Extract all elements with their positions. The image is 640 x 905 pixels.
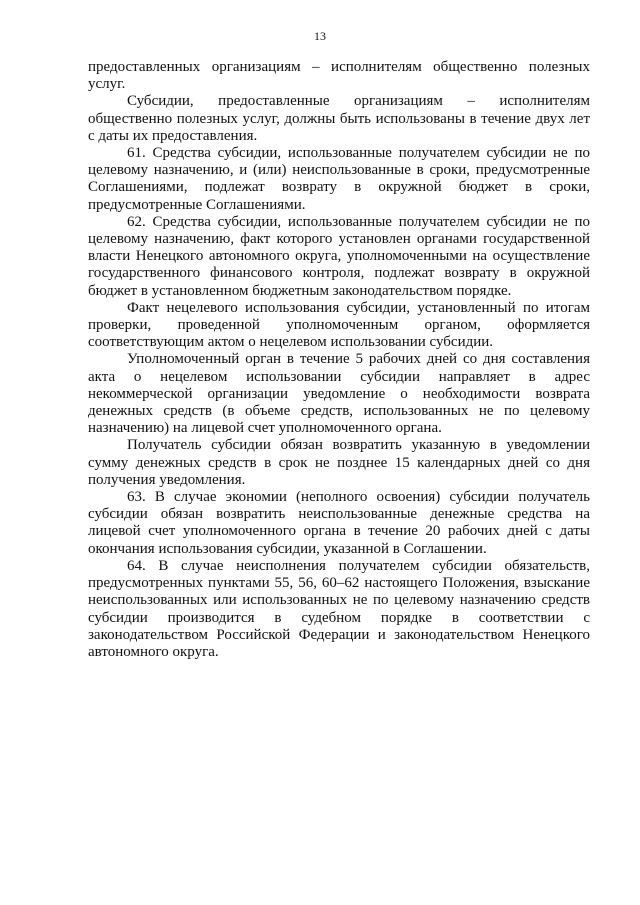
document-body <box>88 59 590 661</box>
paragraph-64: 64. В случае неисполнения получателем субсидии обязательств, предусмотренных пунктами 55, 56, 60–62 настоящего Положения, взыскание неиспользованных или использованных не по целевому назначению средств субсидии производится в судебном порядке в соответствии с законодательством Российской Федерации и законодательством Ненецкого автономного округа. <box>88 557 590 660</box>
page-number: 13 <box>314 29 326 43</box>
paragraph-61: 61. Средства субсидии, использованные получателем субсидии не по целевому назначению, и (или) неиспользованные в сроки, предусмотренные Соглашениями, подлежат возврату в окружной бюджет в сроки, предусмотренные Соглашениями. <box>88 145 590 213</box>
paragraph-notification: Уполномоченный орган в течение 5 рабочих дней со дня составления акта о нецелевом использовании субсидии направляет в адрес некоммерческой организации уведомление о необходимости возврата денежных средств (в объеме средств, использованных не по целевому назначению) на лицевой счет уполномоченного органа. <box>88 351 590 437</box>
paragraph-continuation: предоставленных организациям – исполнителям общественно полезных услуг. <box>88 59 590 93</box>
paragraph-62: 62. Средства субсидии, использованные получателем субсидии не по целевому назначению, факт которого установлен органами государственной власти Ненецкого автономного округа, уполномоченными на осуществление государственного финансового контроля, подлежат возврату в окружной бюджет в установленном бюджетным законодательством порядке. <box>88 213 590 299</box>
paragraph-63: 63. В случае экономии (неполного освоения) субсидии получатель субсидии обязан возвратить неиспользованные денежные средства на лицевой счет уполномоченного органа в течение 20 рабочих дней с даты окончания использования субсидии, указанной в Соглашении. <box>88 489 590 557</box>
paragraph-subsidy-usage-term: Субсидии, предоставленные организациям – исполнителям общественно полезных услуг, должны быть использованы в течение двух лет с даты их предоставления. <box>88 93 590 144</box>
paragraph-return-deadline: Получатель субсидии обязан возвратить указанную в уведомлении сумму денежных средств в срок не позднее 15 календарных дней со дня получения уведомления. <box>88 437 590 488</box>
paragraph-misuse-fact: Факт нецелевого использования субсидии, установленный по итогам проверки, проведенной уполномоченным органом, оформляется соответствующим актом о нецелевом использовании субсидии. <box>88 299 590 351</box>
